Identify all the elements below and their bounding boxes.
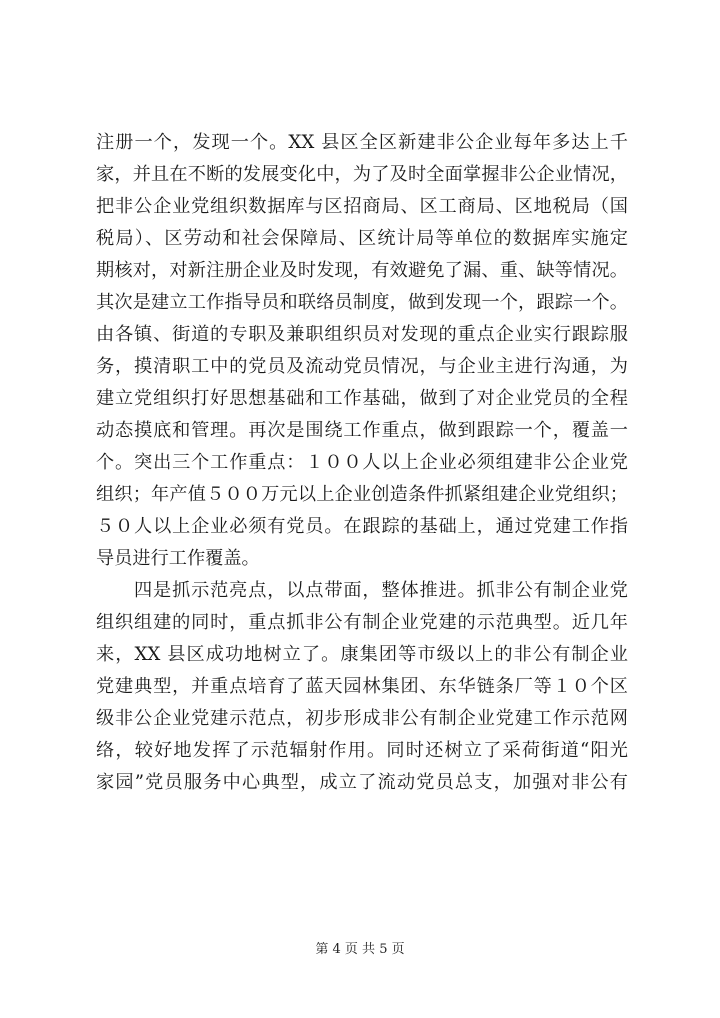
text-line: 党建典型，并重点培育了蓝天园林集团、东华链条厂等１０个区 bbox=[96, 676, 628, 697]
text-line: 来，XX 县区成功地树立了。康集团等市级以上的非公有制企业 bbox=[96, 644, 628, 665]
text-line: 络，较好地发挥了示范辐射作用。同时还树立了采荷街道“阳光 bbox=[96, 740, 628, 761]
text-line: 家，并且在不断的发展变化中，为了及时全面掌握非公企业情况， bbox=[96, 164, 628, 185]
document-body bbox=[96, 127, 628, 799]
text-line: 动态摸底和管理。再次是围绕工作重点，做到跟踪一个，覆盖一 bbox=[96, 420, 628, 441]
paragraph-2 bbox=[96, 575, 628, 799]
text-line: 导员进行工作覆盖。 bbox=[96, 548, 260, 569]
text-line: 四是抓示范亮点，以点带面，整体推进。抓非公有制企业党 bbox=[134, 580, 628, 601]
text-line: 期核对，对新注册企业及时发现，有效避免了漏、重、缺等情况。 bbox=[96, 260, 628, 281]
text-line: 税局）、区劳动和社会保障局、区统计局等单位的数据库实施定 bbox=[96, 228, 628, 249]
text-line: 务，摸清职工中的党员及流动党员情况，与企业主进行沟通，为 bbox=[96, 356, 628, 377]
text-line: 个。突出三个工作重点：１００人以上企业必须组建非公企业党 bbox=[96, 452, 628, 473]
text-line: 级非公企业党建示范点，初步形成非公有制企业党建工作示范网 bbox=[96, 708, 628, 729]
text-line: ５０人以上企业必须有党员。在跟踪的基础上，通过党建工作指 bbox=[96, 516, 628, 537]
text-line: 由各镇、街道的专职及兼职组织员对发现的重点企业实行跟踪服 bbox=[96, 324, 628, 345]
text-line: 把非公企业党组织数据库与区招商局、区工商局、区地税局（国 bbox=[96, 196, 628, 217]
text-line: 家园”党员服务中心典型，成立了流动党员总支，加强对非公有 bbox=[96, 772, 628, 793]
page-number-footer: 第 4 页 共 5 页 bbox=[315, 942, 405, 957]
text-line: 建立党组织打好思想基础和工作基础，做到了对企业党员的全程 bbox=[96, 388, 628, 409]
text-line: 组织组建的同时，重点抓非公有制企业党建的示范典型。近几年 bbox=[96, 612, 628, 633]
text-line: 注册一个，发现一个。XX 县区全区新建非公企业每年多达上千 bbox=[96, 132, 628, 153]
text-line: 组织；年产值５００万元以上企业创造条件抓紧组建企业党组织； bbox=[96, 484, 628, 505]
text-line: 其次是建立工作指导员和联络员制度，做到发现一个，跟踪一个。 bbox=[96, 292, 628, 313]
paragraph-1 bbox=[96, 127, 628, 575]
